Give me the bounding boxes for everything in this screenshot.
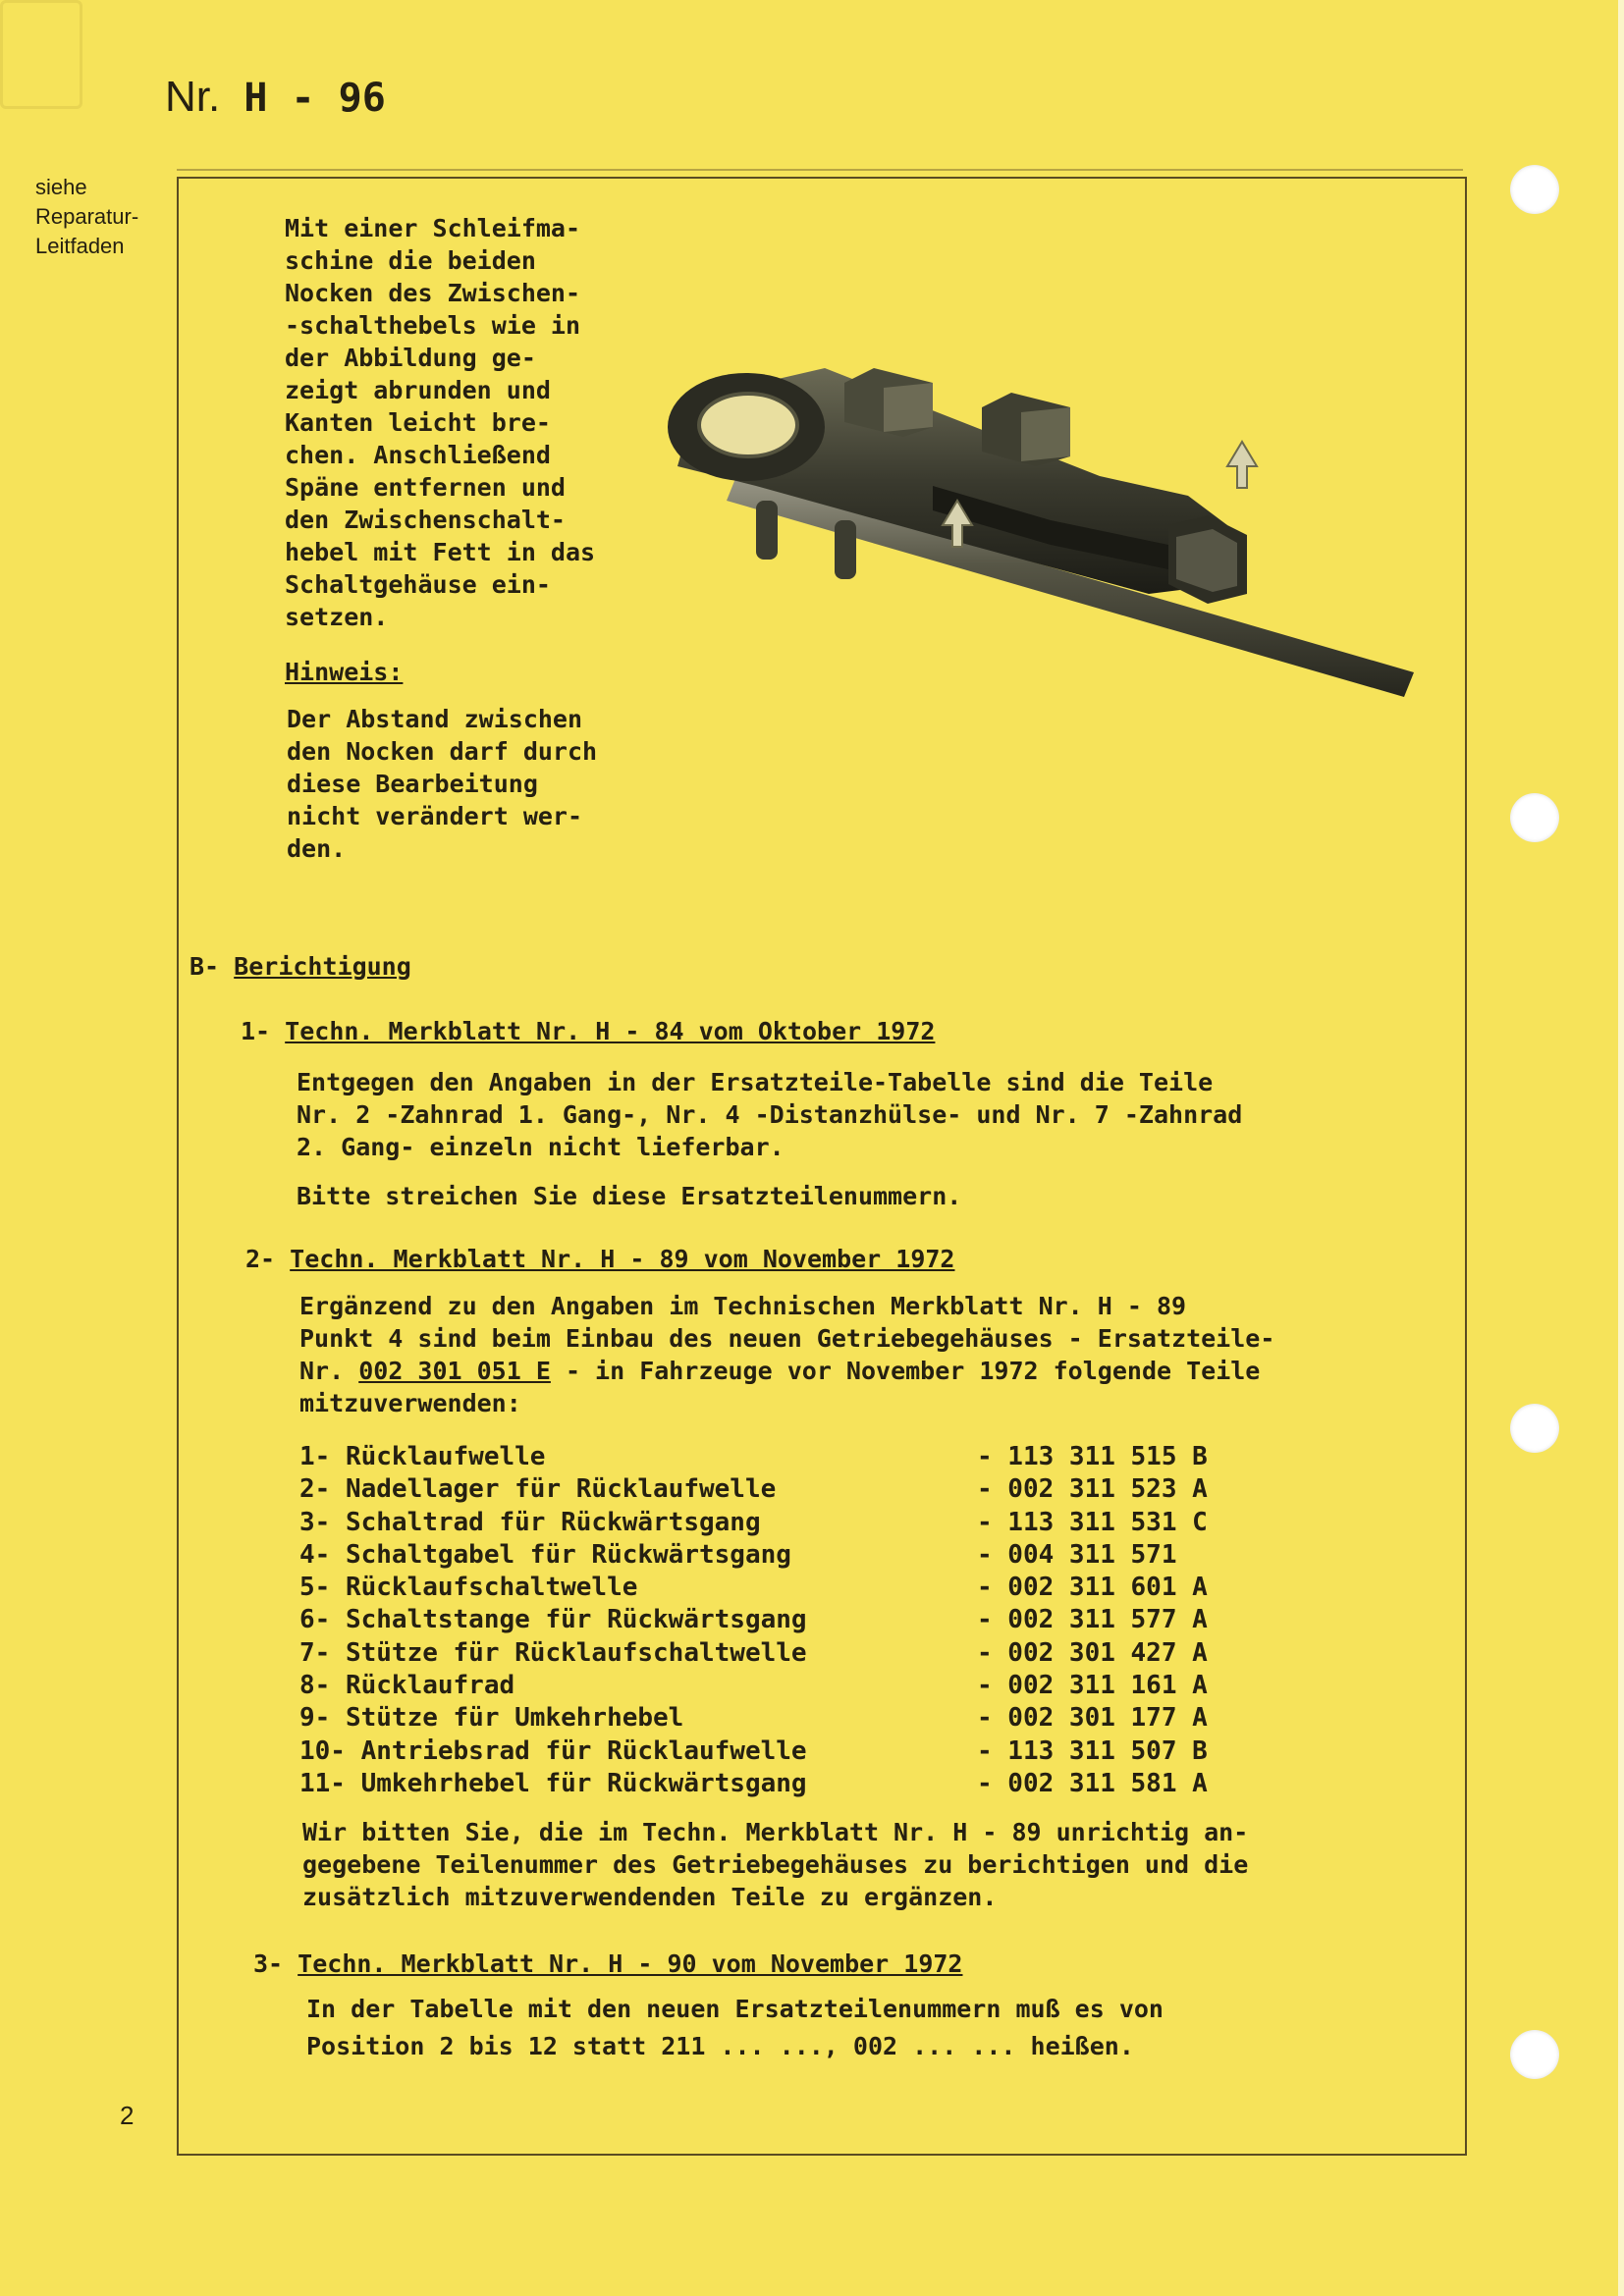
part-number: - 002 311 581 A	[977, 1768, 1208, 1798]
shift-lever-photo	[638, 329, 1424, 771]
part-name: 8- Rücklaufrad	[299, 1671, 515, 1701]
item-3-heading	[253, 1949, 962, 1978]
section-b-heading	[189, 952, 411, 981]
item-title: Techn. Merkblatt Nr. H - 84 vom Oktober 1972	[285, 1017, 936, 1045]
sidenote-line: siehe	[35, 175, 87, 199]
parts-row	[299, 1637, 1272, 1670]
part-name: 6- Schaltstange für Rückwärtsgang	[299, 1605, 807, 1635]
intro-instructions	[285, 212, 697, 633]
part-name: 5- Rücklaufschaltwelle	[299, 1573, 638, 1603]
part-name: 1- Rücklaufwelle	[299, 1442, 546, 1471]
punch-hole	[1510, 2030, 1559, 2079]
item-2-heading	[245, 1245, 954, 1273]
hinweis-text: Der Abstand zwischen den Nocken darf durch diese Bearbeitung nicht verändert wer- den.	[287, 705, 598, 863]
part-number: - 002 311 523 A	[977, 1474, 1208, 1505]
section-prefix: B-	[189, 952, 220, 981]
side-reference-note	[35, 173, 173, 261]
item-3-paragraph: In der Tabelle mit den neuen Ersatzteilenummern muß es von Position 2 bis 12 statt 211 ... ..., 002 ... ... heißen.	[306, 1995, 1164, 2060]
item-number: 2-	[245, 1245, 276, 1273]
item-number: 3-	[253, 1949, 284, 1978]
sidenote-line: Reparatur-	[35, 204, 139, 229]
item-number: 1-	[241, 1017, 271, 1045]
punch-hole	[1510, 1404, 1559, 1453]
parts-row	[299, 1670, 1272, 1702]
frame-top-rule	[177, 169, 1463, 171]
parts-row	[299, 1473, 1272, 1506]
item-1-instruction: Bitte streichen Sie diese Ersatzteilenummern.	[297, 1182, 962, 1210]
part-number: - 002 301 177 A	[977, 1703, 1208, 1734]
item-2-closing: Wir bitten Sie, die im Techn. Merkblatt Nr. H - 89 unrichtig an- gegebene Teilenummer des Getriebegehäuses zu berichtigen und die zusätzlich mitzuverwendenden Teile zu ergänzen.	[302, 1818, 1249, 1911]
part-number: - 002 311 577 A	[977, 1605, 1208, 1635]
parts-row	[299, 1539, 1272, 1572]
item-title: Techn. Merkblatt Nr. H - 89 vom November 1972	[290, 1245, 955, 1273]
paper-edge	[1618, 0, 1624, 2296]
parts-row	[299, 1572, 1272, 1604]
number-value: H - 96	[244, 76, 386, 121]
punch-hole	[1510, 165, 1559, 214]
item-2-paragraph	[299, 1290, 1274, 1419]
hinweis-heading: Hinweis:	[285, 658, 404, 686]
part-number: - 002 311 161 A	[977, 1671, 1208, 1701]
part-name: 4- Schaltgabel für Rückwärtsgang	[299, 1539, 791, 1570]
part-name: 10- Antriebsrad für Rücklaufwelle	[299, 1735, 807, 1766]
parts-list	[299, 1441, 1272, 1800]
parts-row	[299, 1768, 1272, 1800]
item-1-paragraph: Entgegen den Angaben in der Ersatzteile-Tabelle sind die Teile Nr. 2 -Zahnrad 1. Gang-, Nr. 4 -Distanzhülse- und Nr. 7 -Zahnrad 2. Gang- einzeln nicht lieferbar.	[297, 1068, 1243, 1161]
part-name: 7- Stütze für Rücklaufschaltwelle	[299, 1637, 807, 1668]
part-number: - 002 311 601 A	[977, 1573, 1208, 1603]
sidenote-line: Leitfaden	[35, 234, 125, 258]
part-name: 9- Stütze für Umkehrhebel	[299, 1703, 684, 1734]
parts-row	[299, 1507, 1272, 1539]
gearbox-part-number: 002 301 051 E	[358, 1357, 551, 1385]
item-2-text-b: - in Fahrzeuge vor November 1972 folgende Teile mitzuverwenden:	[299, 1357, 1261, 1417]
part-name: 11- Umkehrhebel für Rückwärtsgang	[299, 1768, 807, 1798]
parts-row	[299, 1702, 1272, 1735]
part-name: 3- Schaltrad für Rückwärtsgang	[299, 1507, 761, 1537]
part-number: - 113 311 531 C	[977, 1507, 1208, 1537]
part-number: - 004 311 571	[977, 1539, 1177, 1570]
intro-text: Mit einer Schleifma- schine die beiden Nocken des Zwischen- -schalthebels wie in der Abbildung ge- zeigt abrunden und Kanten leicht bre- chen. Anschließend Späne entfernen und den Zwischenschalt- hebel mit Fett in das Schaltgehäuse ein- setzen.	[285, 214, 596, 631]
part-number: - 113 311 507 B	[977, 1735, 1208, 1766]
punch-hole	[1510, 793, 1559, 842]
page-number: 2	[120, 2101, 135, 2130]
item-title: Techn. Merkblatt Nr. H - 90 vom November 1972	[298, 1949, 963, 1978]
part-name: 2- Nadellager für Rücklaufwelle	[299, 1474, 777, 1505]
parts-row	[299, 1735, 1272, 1768]
part-number: - 113 311 515 B	[977, 1442, 1208, 1471]
show-through-logo	[0, 0, 82, 109]
parts-row	[299, 1604, 1272, 1636]
document-number	[165, 73, 386, 122]
item-1-heading	[241, 1017, 935, 1045]
part-number: - 002 301 427 A	[977, 1637, 1208, 1668]
item-2-text-a: Ergänzend zu den Angaben im Technischen Merkblatt Nr. H - 89 Punkt 4 sind beim Einbau des neuen Getriebegehäuses - Ersatzteile- Nr.	[299, 1292, 1275, 1385]
parts-row	[299, 1441, 1272, 1473]
number-prefix: Nr.	[165, 73, 221, 121]
section-title: Berichtigung	[234, 952, 411, 981]
